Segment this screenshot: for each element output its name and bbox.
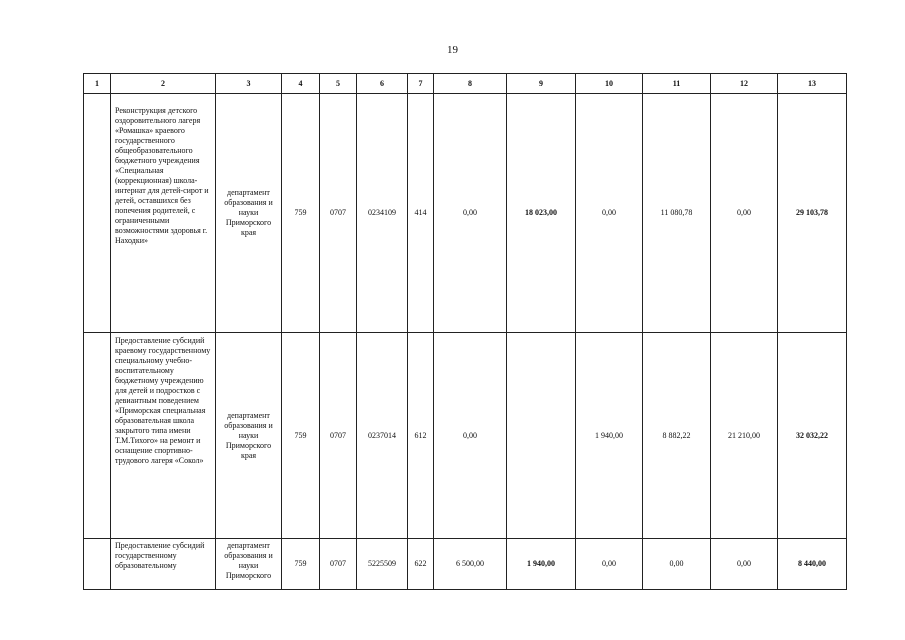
description-cell: Предоставление субсидий государственному образовательному	[111, 539, 216, 590]
row-number-cell	[84, 333, 111, 539]
description-cell: Реконструкция детского оздоровительного лагеря «Ромашка» краевого государственного общеобразовательного бюджетного учреждения «Специальная (коррекционная) школа-интернат для детей-сирот и детей, оставшихся без попечения родителей, с ограниченными возможностями здоровья г. Находки»	[111, 94, 216, 333]
expense-type-cell: 612	[408, 333, 434, 539]
column-header: 9	[507, 74, 576, 94]
column-header: 8	[434, 74, 507, 94]
column-header: 1	[84, 74, 111, 94]
row-number-cell	[84, 539, 111, 590]
amount-cell: 0,00	[576, 539, 643, 590]
department-cell: департамент образования и науки Приморского края	[216, 333, 282, 539]
section-code-cell: 0707	[320, 333, 357, 539]
column-header: 11	[643, 74, 711, 94]
column-header: 3	[216, 74, 282, 94]
column-header: 7	[408, 74, 434, 94]
table-row	[84, 539, 847, 590]
ministry-code-cell: 759	[282, 94, 320, 333]
total-cell: 29 103,78	[778, 94, 847, 333]
column-header: 5	[320, 74, 357, 94]
ministry-code-cell: 759	[282, 539, 320, 590]
department-cell: департамент образования и науки Приморского	[216, 539, 282, 590]
amount-cell: 0,00	[711, 94, 778, 333]
column-header: 2	[111, 74, 216, 94]
total-cell: 32 032,22	[778, 333, 847, 539]
table-row	[84, 333, 847, 539]
amount-cell: 0,00	[643, 539, 711, 590]
page-number: 19	[447, 44, 458, 56]
total-cell: 8 440,00	[778, 539, 847, 590]
amount-cell: 21 210,00	[711, 333, 778, 539]
column-header: 12	[711, 74, 778, 94]
target-code-cell: 0234109	[357, 94, 408, 333]
expense-type-cell: 622	[408, 539, 434, 590]
column-header: 10	[576, 74, 643, 94]
amount-cell: 6 500,00	[434, 539, 507, 590]
amount-cell: 0,00	[576, 94, 643, 333]
column-header: 4	[282, 74, 320, 94]
amount-cell: 0,00	[711, 539, 778, 590]
row-number-cell	[84, 94, 111, 333]
amount-cell: 11 080,78	[643, 94, 711, 333]
budget-table	[83, 73, 847, 590]
section-code-cell: 0707	[320, 94, 357, 333]
department-cell: департамент образования и науки Приморского края	[216, 94, 282, 333]
amount-cell: 0,00	[434, 94, 507, 333]
column-header: 6	[357, 74, 408, 94]
amount-cell: 0,00	[434, 333, 507, 539]
amount-cell: 1 940,00	[507, 539, 576, 590]
header-row	[84, 74, 847, 94]
expense-type-cell: 414	[408, 94, 434, 333]
amount-cell: 1 940,00	[576, 333, 643, 539]
amount-cell: 18 023,00	[507, 94, 576, 333]
column-header: 13	[778, 74, 847, 94]
description-cell: Предоставление субсидий краевому государственному специальному учебно-воспитательному бюджетному учреждению для детей и подростков с девиантным поведением «Приморская специальная образовательная школа закрытого типа имени Т.М.Тихого» на ремонт и оснащение спортивно-трудового лагеря «Сокол»	[111, 333, 216, 539]
ministry-code-cell: 759	[282, 333, 320, 539]
section-code-cell: 0707	[320, 539, 357, 590]
amount-cell: 8 882,22	[643, 333, 711, 539]
target-code-cell: 0237014	[357, 333, 408, 539]
amount-cell	[507, 333, 576, 539]
table-row	[84, 94, 847, 333]
target-code-cell: 5225509	[357, 539, 408, 590]
